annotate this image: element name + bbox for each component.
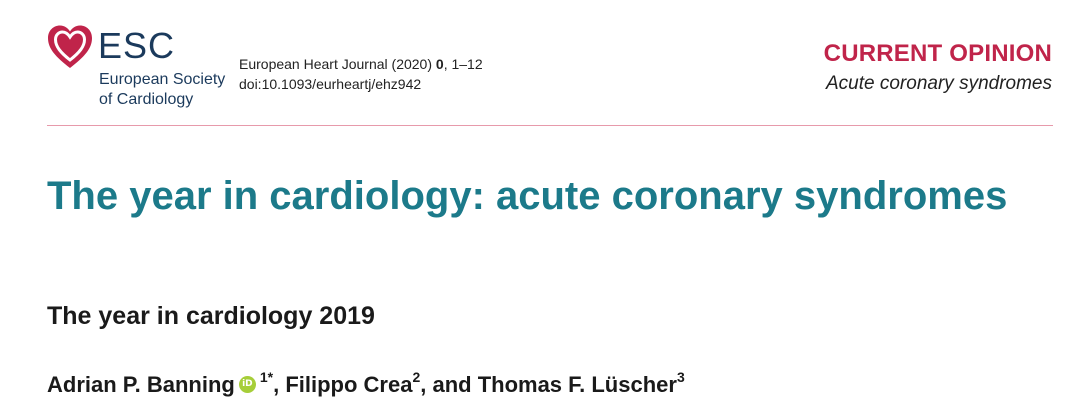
article-header bbox=[0, 0, 1080, 126]
logo-acronym: ESC bbox=[98, 25, 176, 66]
citation-pages: , 1–12 bbox=[443, 56, 483, 72]
author-affiliation: 1* bbox=[259, 368, 274, 385]
article-title: The year in cardiology: acute coronary syndromes bbox=[47, 174, 1008, 218]
author-name[interactable]: Filippo Crea bbox=[285, 372, 413, 397]
orcid-icon[interactable]: iD bbox=[239, 376, 256, 393]
author-separator: , bbox=[273, 372, 286, 397]
doi-link[interactable]: doi:10.1093/eurheartj/ehz942 bbox=[239, 76, 422, 92]
article-type-label: CURRENT OPINION bbox=[823, 40, 1052, 67]
esc-logo[interactable] bbox=[46, 24, 236, 114]
header-divider bbox=[47, 125, 1053, 126]
citation-volume: 0 bbox=[435, 56, 444, 72]
heart-icon bbox=[46, 24, 94, 70]
article-topic: Acute coronary syndromes bbox=[826, 73, 1052, 94]
author-affiliation: 3 bbox=[676, 368, 685, 385]
logo-society-name bbox=[99, 70, 225, 110]
citation-prefix: European Heart Journal (2020) bbox=[239, 56, 436, 72]
author-name[interactable]: Adrian P. Banning bbox=[47, 372, 235, 397]
citation-line bbox=[239, 54, 483, 74]
author-list bbox=[47, 370, 685, 400]
journal-citation bbox=[239, 54, 483, 94]
author-name[interactable]: Thomas F. Lüscher bbox=[477, 372, 677, 397]
article-subtitle: The year in cardiology 2019 bbox=[47, 302, 375, 330]
article-type bbox=[824, 40, 1052, 96]
logo-society-line-2: of Cardiology bbox=[99, 91, 194, 108]
logo-society-line-1: European Society bbox=[99, 71, 226, 88]
author-separator: , and bbox=[420, 372, 478, 397]
author-affiliation: 2 bbox=[412, 368, 421, 385]
